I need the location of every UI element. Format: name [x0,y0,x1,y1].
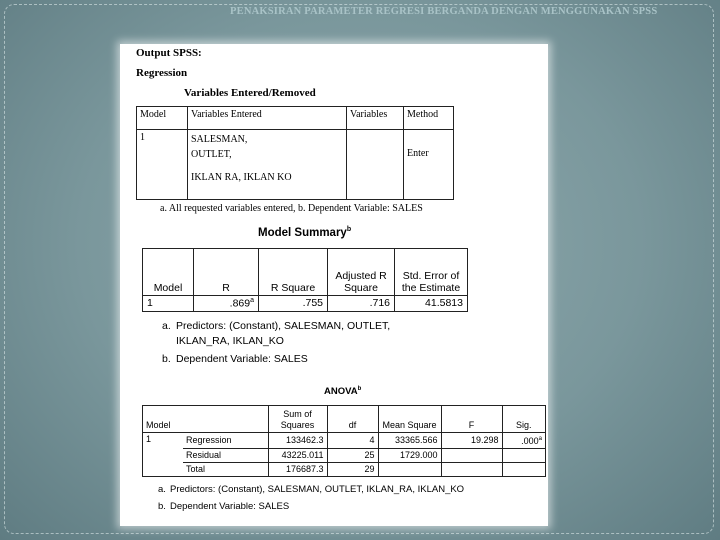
slide-title: PENAKSIRAN PARAMETER REGRESI BERGANDA DENGAN MENGGUNAKAN SPSS [230,6,658,17]
table-header-row [143,249,468,296]
anova-note-b: Dependent Variable: SALES [170,501,290,512]
header-f: F [441,406,502,433]
header-model: Model [143,249,194,296]
cell-r-value: .869 [229,297,251,310]
entered-var-3: IKLAN RA, IKLAN KO [191,172,292,183]
header-std-error: Std. Error of the Estimate [395,249,468,296]
row-label-residual: Residual [183,449,268,463]
table-row [143,296,468,312]
anova-title-text: ANOVA [324,386,358,398]
table-header-row [143,406,546,433]
regression-heading: Regression [136,67,188,79]
cell-sig [502,463,545,477]
header-r-square: R Square [259,249,328,296]
header-model: Model [143,406,269,433]
table-row [143,463,546,477]
model-summary-note-a-line2: IKLAN_RA, IKLAN_KO [176,335,284,347]
cell-sig-value: .000 [521,436,539,446]
cell-sig-sup: a [538,436,542,442]
table-row [137,130,454,200]
cell-df: 25 [327,449,378,463]
cell-ms: 33365.566 [378,433,441,449]
header-df: df [327,406,378,433]
model-summary-note-a-line1: Predictors: (Constant), SALESMAN, OUTLET, [176,320,391,332]
model-summary-title-text: Model Summary [258,226,347,239]
cell-df: 4 [327,433,378,449]
cell-r [194,296,259,312]
cell-f [441,449,502,463]
header-variables-removed: Variables [347,107,404,130]
cell-sig [502,433,545,449]
cell-ms: 1729.000 [378,449,441,463]
table-row [143,433,546,449]
row-label-total: Total [183,463,268,477]
header-sig: Sig. [502,406,545,433]
cell-df: 29 [327,463,378,477]
variables-table-title: Variables Entered/Removed [184,87,316,99]
table-row [143,449,546,463]
header-model: Model [137,107,188,130]
cell-f: 19.298 [441,433,502,449]
model-summary-note-b: Dependent Variable: SALES [176,353,308,365]
cell-model: 1 [143,433,184,477]
table-header-row [137,107,454,130]
anova-title-sup: b [357,386,362,392]
entered-var-2: OUTLET, [191,149,232,160]
anova-title [324,386,361,397]
cell-ms [378,463,441,477]
cell-method: Enter [404,130,454,200]
header-variables-entered: Variables Entered [188,107,347,130]
model-summary-table [142,248,468,312]
header-r: R [194,249,259,296]
entered-var-1: SALESMAN, [191,134,248,145]
anova-note-a: Predictors: (Constant), SALESMAN, OUTLET, IKLAN_RA, IKLAN_KO [170,484,465,495]
cell-f [441,463,502,477]
cell-model: 1 [143,296,194,312]
cell-ss: 176687.3 [268,463,327,477]
anova-note-a-label: a. [158,484,166,495]
model-summary-title-sup: b [346,226,352,233]
cell-sig [502,449,545,463]
anova-table [142,405,546,477]
cell-std-error: 41.5813 [395,296,468,312]
header-method: Method [404,107,454,130]
model-summary-note-a-label: a. [162,320,171,332]
spss-output-page [120,44,548,526]
cell-r-square: .755 [259,296,328,312]
model-summary-note-b-label: b. [162,353,171,365]
variables-entered-table [136,106,454,200]
model-summary-title [258,226,351,239]
output-heading: Output SPSS: [136,47,202,59]
row-label-regression: Regression [183,433,268,449]
anova-note-b-label: b. [158,501,166,512]
cell-ss: 133462.3 [268,433,327,449]
header-mean-square: Mean Square [378,406,441,433]
cell-r-sup: a [250,297,254,304]
header-sum-of-squares: Sum of Squares [268,406,327,433]
cell-model: 1 [137,130,188,200]
header-adjusted-r-square: Adjusted R Square [328,249,395,296]
cell-variables-entered [188,130,347,200]
cell-variables-removed [347,130,404,200]
cell-adj-r-square: .716 [328,296,395,312]
variables-footnote: a. All requested variables entered, b. Dependent Variable: SALES [160,203,423,214]
cell-ss: 43225.011 [268,449,327,463]
